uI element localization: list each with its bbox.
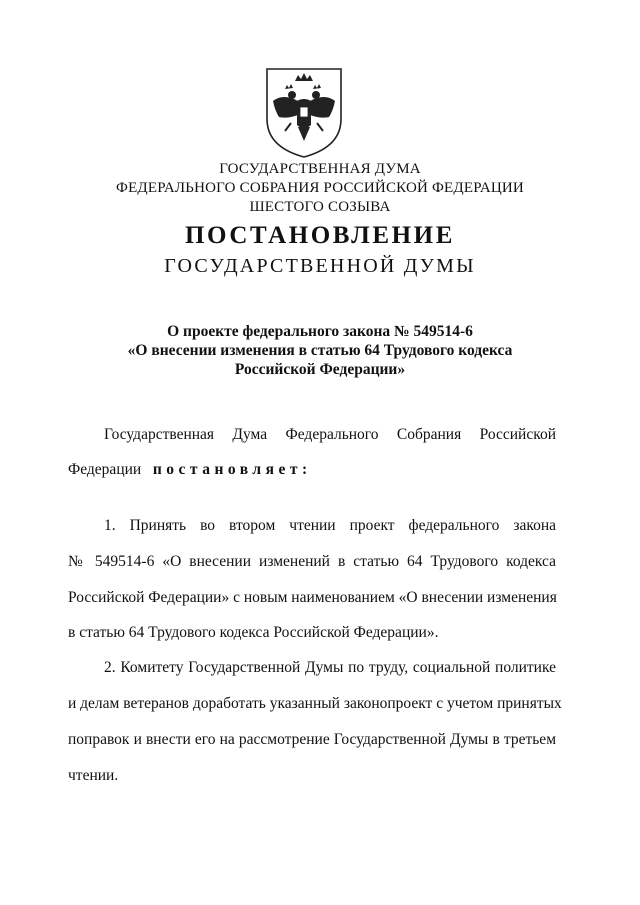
preamble-start-text: Федерации [68,461,142,478]
convocation-line: ШЕСТОГО СОЗЫВА [249,199,391,215]
item2-line-4: чтении. [68,767,119,784]
issuing-body-line-2: ФЕДЕРАЛЬНОГО СОБРАНИЯ РОССИЙСКОЙ ФЕДЕРАЦИИ [116,180,524,196]
document-title-line-2: «О внесении изменения в статью 64 Трудового кодекса [127,342,513,359]
document-type-heading: ПОСТАНОВЛЕНИЕ [184,222,456,249]
document-title-line-3: Российской Федерации» [234,361,406,378]
issuing-body-line-1: ГОСУДАРСТВЕННАЯ ДУМА [219,161,421,177]
document-type-subheading: ГОСУДАРСТВЕННОЙ ДУМЫ [164,255,476,277]
double-headed-eagle-coat-of-arms-icon [265,67,343,159]
coat-of-arms-emblem [265,67,343,159]
document-title-line-1: О проекте федерального закона № 549514-6 [167,323,473,340]
item1-line-3: Российской Федерации» с новым наименованием «О внесении изменения [68,589,557,606]
item1-line-4: в статью 64 Трудового кодекса Российской Федерации». [68,624,439,641]
item1-line-1: 1. Принять во втором чтении проект федерального закона [104,517,556,534]
preamble-line-1: Государственная Дума Федерального Собрания Российской [104,426,556,443]
preamble-line-2 [68,461,556,479]
resolves-keyword: постановляет: [152,461,312,478]
document-title [0,322,640,379]
item2-line-2: и делам ветеранов доработать указанный законопроект с учетом принятых [68,695,562,712]
item2-line-1: 2. Комитету Государственной Думы по труду, социальной политике [104,659,556,676]
item1-line-2: № 549514-6 «О внесении изменений в статью 64 Трудового кодекса [68,553,556,570]
item2-line-3: поправок и внести его на рассмотрение Государственной Думы в третьем [68,731,556,748]
issuing-body-header [0,160,640,217]
